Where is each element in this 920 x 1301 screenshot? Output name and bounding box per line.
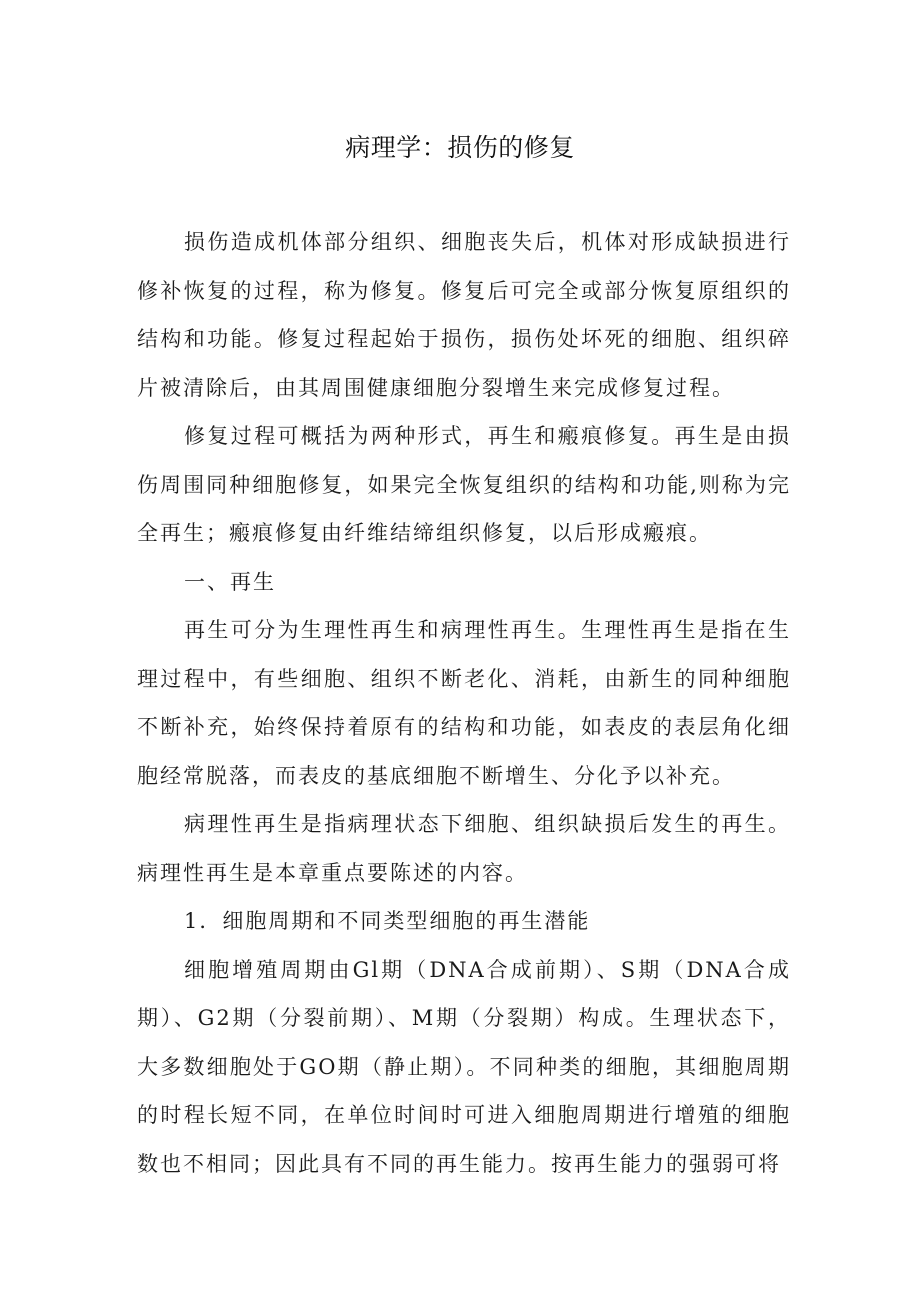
paragraph-repair-forms: 修复过程可概括为两种形式，再生和瘢痕修复。再生是由损伤周围同种细胞修复，如果完全恢复组织的结构和功能,则称为完全再生；瘢痕修复由纤维结缔组织修复，以后形成瘢痕。 (137, 424, 791, 545)
paragraph-cell-cycle: 细胞增殖周期由Gl期（DNA合成前期）、S期（DNA合成期）、G2期（分裂前期）、M期（分裂期）构成。生理状态下，大多数细胞处于GO期（静止期）。不同种类的细胞，其细胞周期的时程长短不同，在单位时间时可进入细胞周期进行增殖的细胞数也不相同；因此具有不同的再生能力。按再生能力的强弱可将 (137, 957, 791, 1176)
section-heading-regeneration: 一、再生 (184, 569, 276, 594)
paragraph-physiological-regeneration: 再生可分为生理性再生和病理性再生。生理性再生是指在生理过程中，有些细胞、组织不断老化、消耗，由新生的同种细胞不断补充，始终保持着原有的结构和功能，如表皮的表层角化细胞经常脱落，而表皮的基底细胞不断增生、分化予以补充。 (137, 618, 791, 788)
document-body (137, 218, 791, 1188)
paragraph-repair-definition: 损伤造成机体部分组织、细胞丧失后，机体对形成缺损进行修补恢复的过程，称为修复。修复后可完全或部分恢复原组织的结构和功能。修复过程起始于损伤，损伤处坏死的细胞、组织碎片被清除后，由其周围健康细胞分裂增生来完成修复过程。 (137, 230, 791, 400)
paragraph-pathological-regeneration: 病理性再生是指病理状态下细胞、组织缺损后发生的再生。病理性再生是本章重点要陈述的内容。 (137, 812, 791, 885)
subheading-cell-cycle: 1．细胞周期和不同类型细胞的再生潜能 (184, 909, 591, 933)
document-title: 病理学：损伤的修复 (345, 133, 575, 162)
